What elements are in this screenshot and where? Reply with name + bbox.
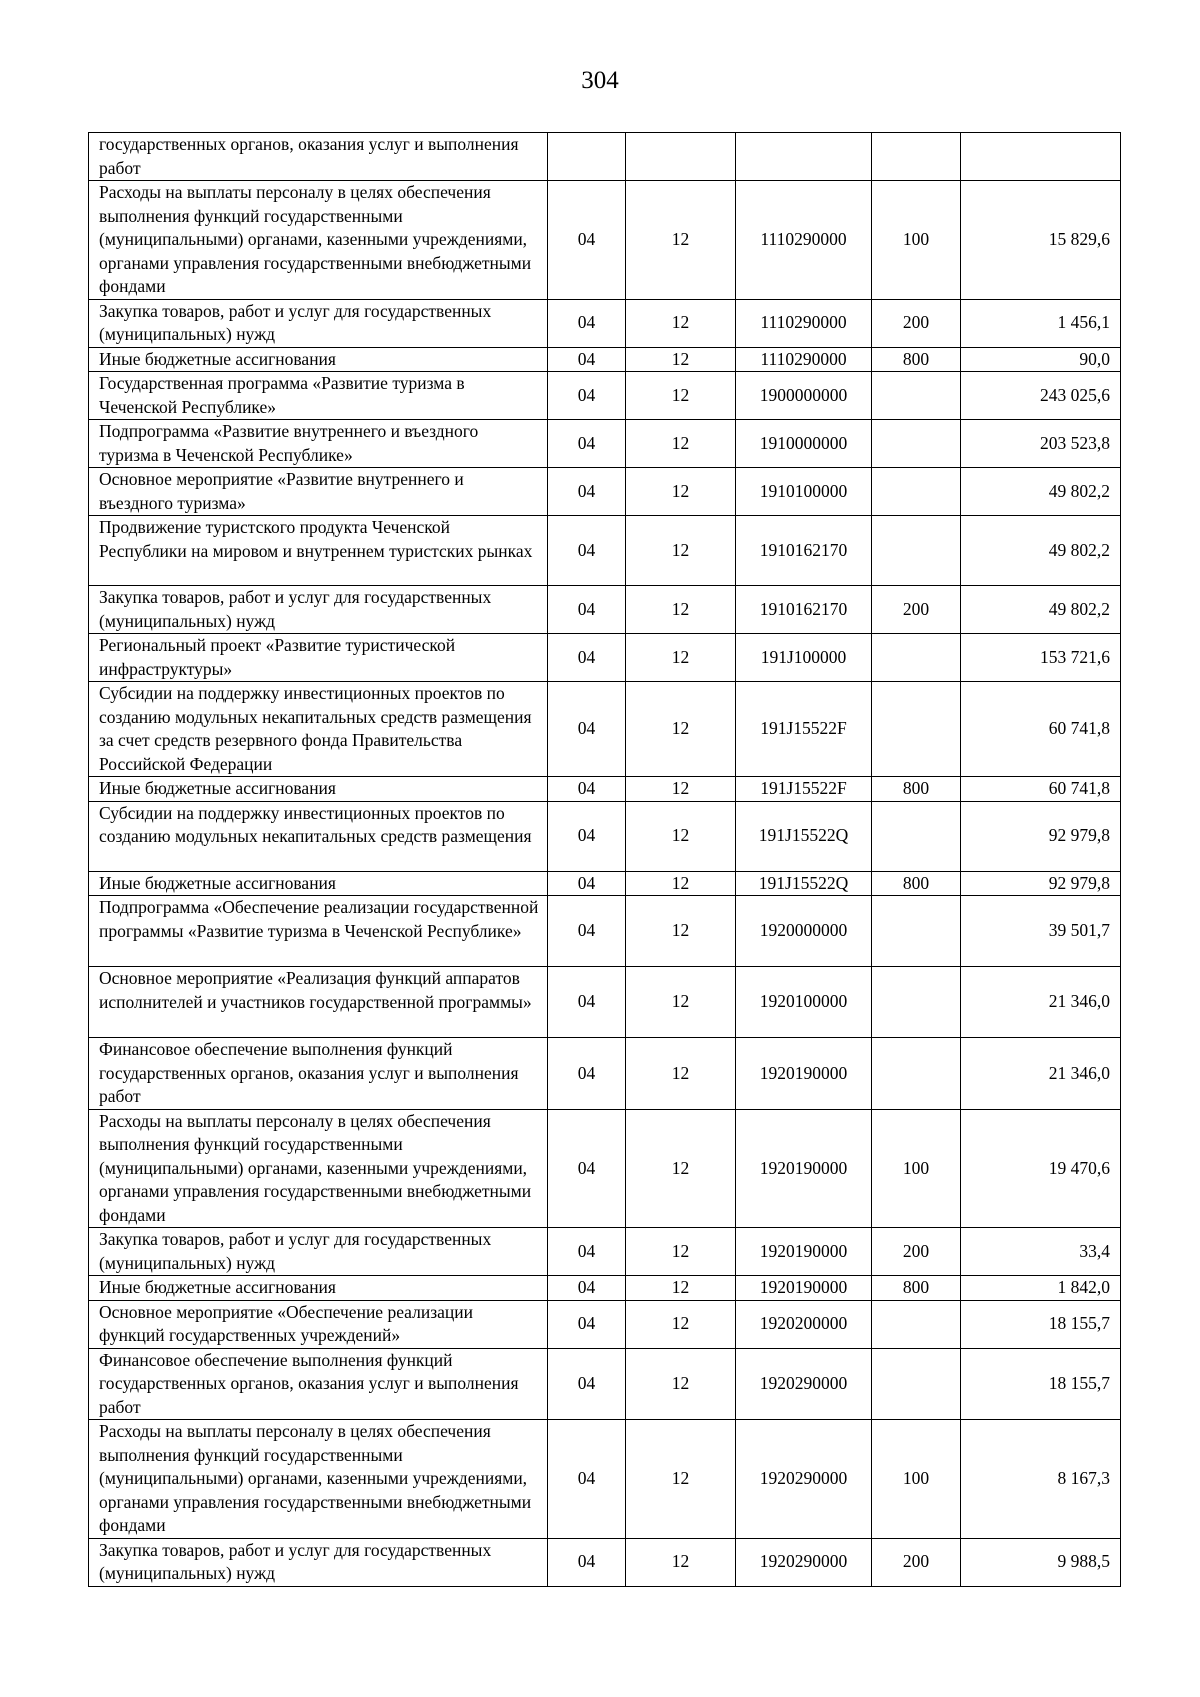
- cell-section: 04: [548, 420, 626, 468]
- table-row: [89, 181, 1121, 300]
- cell-name: Закупка товаров, работ и услуг для государственных (муниципальных) нужд: [89, 299, 548, 347]
- cell-subsection: 12: [626, 181, 736, 300]
- cell-name: Основное мероприятие «Обеспечение реализации функций государственных учреждений»: [89, 1300, 548, 1348]
- table-row: [89, 634, 1121, 682]
- cell-amount: 90,0: [961, 347, 1121, 372]
- table-row: [89, 777, 1121, 802]
- cell-expense-type: 800: [872, 777, 961, 802]
- table-row: [89, 1300, 1121, 1348]
- cell-name: Подпрограмма «Обеспечение реализации государственной программы «Развитие туризма в Чеченской Республике»: [89, 896, 548, 967]
- cell-expense-type: [872, 682, 961, 777]
- table-row: [89, 1109, 1121, 1228]
- cell-expense-type: 800: [872, 347, 961, 372]
- cell-expense-type: [872, 372, 961, 420]
- cell-expense-type: [872, 1300, 961, 1348]
- cell-name: Иные бюджетные ассигнования: [89, 1276, 548, 1301]
- cell-amount: [961, 133, 1121, 181]
- table-row: [89, 347, 1121, 372]
- table-row: [89, 1276, 1121, 1301]
- cell-expense-type: [872, 967, 961, 1038]
- cell-section: 04: [548, 372, 626, 420]
- cell-subsection: 12: [626, 634, 736, 682]
- cell-subsection: 12: [626, 801, 736, 871]
- cell-expense-type: [872, 468, 961, 516]
- cell-target-article: 1910162170: [736, 516, 872, 586]
- cell-amount: 18 155,7: [961, 1300, 1121, 1348]
- table-row: [89, 871, 1121, 896]
- cell-section: [548, 133, 626, 181]
- cell-expense-type: [872, 634, 961, 682]
- cell-target-article: 191J15522F: [736, 682, 872, 777]
- cell-section: 04: [548, 634, 626, 682]
- cell-target-article: 1920190000: [736, 1276, 872, 1301]
- cell-expense-type: 800: [872, 871, 961, 896]
- cell-target-article: 1920190000: [736, 1109, 872, 1228]
- cell-name: государственных органов, оказания услуг и выполнения работ: [89, 133, 548, 181]
- cell-name: Финансовое обеспечение выполнения функций государственных органов, оказания услуг и выполнения работ: [89, 1038, 548, 1110]
- table-row: [89, 896, 1121, 967]
- cell-subsection: 12: [626, 1300, 736, 1348]
- budget-table: [88, 132, 1121, 1587]
- cell-section: 04: [548, 801, 626, 871]
- cell-target-article: 1910162170: [736, 586, 872, 634]
- cell-amount: 49 802,2: [961, 516, 1121, 586]
- cell-amount: 49 802,2: [961, 468, 1121, 516]
- cell-expense-type: 200: [872, 1538, 961, 1586]
- cell-target-article: 1920290000: [736, 1420, 872, 1539]
- cell-subsection: 12: [626, 1038, 736, 1110]
- cell-expense-type: 800: [872, 1276, 961, 1301]
- cell-section: 04: [548, 347, 626, 372]
- cell-amount: 39 501,7: [961, 896, 1121, 967]
- cell-expense-type: [872, 516, 961, 586]
- cell-amount: 33,4: [961, 1228, 1121, 1276]
- cell-target-article: 1910100000: [736, 468, 872, 516]
- cell-name: Государственная программа «Развитие туризма в Чеченской Республике»: [89, 372, 548, 420]
- cell-section: 04: [548, 896, 626, 967]
- cell-subsection: 12: [626, 777, 736, 802]
- cell-target-article: 191J100000: [736, 634, 872, 682]
- cell-name: Иные бюджетные ассигнования: [89, 871, 548, 896]
- cell-expense-type: [872, 896, 961, 967]
- table-row: [89, 299, 1121, 347]
- cell-expense-type: [872, 801, 961, 871]
- cell-section: 04: [548, 468, 626, 516]
- cell-target-article: 191J15522F: [736, 777, 872, 802]
- cell-subsection: 12: [626, 1420, 736, 1539]
- cell-target-article: 1110290000: [736, 299, 872, 347]
- cell-target-article: 1920200000: [736, 1300, 872, 1348]
- budget-table-body: [89, 133, 1121, 1587]
- cell-name: Продвижение туристского продукта Чеченской Республики на мировом и внутреннем туристских рынках: [89, 516, 548, 586]
- cell-amount: 21 346,0: [961, 967, 1121, 1038]
- cell-section: 04: [548, 1038, 626, 1110]
- cell-expense-type: [872, 420, 961, 468]
- cell-subsection: 12: [626, 347, 736, 372]
- cell-section: 04: [548, 682, 626, 777]
- table-row: [89, 1538, 1121, 1586]
- cell-amount: 60 741,8: [961, 682, 1121, 777]
- cell-expense-type: [872, 1038, 961, 1110]
- cell-name: Основное мероприятие «Реализация функций аппаратов исполнителей и участников государственной программы»: [89, 967, 548, 1038]
- cell-subsection: 12: [626, 1276, 736, 1301]
- cell-section: 04: [548, 871, 626, 896]
- cell-amount: 18 155,7: [961, 1348, 1121, 1420]
- cell-name: Закупка товаров, работ и услуг для государственных (муниципальных) нужд: [89, 586, 548, 634]
- table-row: [89, 1420, 1121, 1539]
- cell-amount: 19 470,6: [961, 1109, 1121, 1228]
- cell-expense-type: 100: [872, 1420, 961, 1539]
- table-row: [89, 1038, 1121, 1110]
- cell-subsection: [626, 133, 736, 181]
- cell-target-article: 1920290000: [736, 1538, 872, 1586]
- cell-subsection: 12: [626, 372, 736, 420]
- cell-target-article: 1920000000: [736, 896, 872, 967]
- cell-expense-type: 200: [872, 299, 961, 347]
- cell-section: 04: [548, 516, 626, 586]
- cell-name: Финансовое обеспечение выполнения функций государственных органов, оказания услуг и выполнения работ: [89, 1348, 548, 1420]
- cell-name: Закупка товаров, работ и услуг для государственных (муниципальных) нужд: [89, 1538, 548, 1586]
- cell-target-article: 1900000000: [736, 372, 872, 420]
- table-row: [89, 468, 1121, 516]
- cell-name: Субсидии на поддержку инвестиционных проектов по созданию модульных некапитальных средств размещения за счет средств резервного фонда Правительства Российской Федерации: [89, 682, 548, 777]
- cell-expense-type: [872, 133, 961, 181]
- cell-name: Основное мероприятие «Развитие внутреннего и въездного туризма»: [89, 468, 548, 516]
- cell-target-article: 1110290000: [736, 347, 872, 372]
- cell-subsection: 12: [626, 1109, 736, 1228]
- cell-target-article: 191J15522Q: [736, 871, 872, 896]
- cell-section: 04: [548, 1228, 626, 1276]
- cell-name: Расходы на выплаты персоналу в целях обеспечения выполнения функций государственными (муниципальными) органами, казенными учреждениями, органами управления государственными внебюджетными фондами: [89, 1109, 548, 1228]
- cell-subsection: 12: [626, 1538, 736, 1586]
- cell-target-article: 1920290000: [736, 1348, 872, 1420]
- cell-amount: 92 979,8: [961, 871, 1121, 896]
- cell-amount: 60 741,8: [961, 777, 1121, 802]
- cell-section: 04: [548, 777, 626, 802]
- cell-amount: 92 979,8: [961, 801, 1121, 871]
- cell-subsection: 12: [626, 299, 736, 347]
- cell-subsection: 12: [626, 967, 736, 1038]
- cell-section: 04: [548, 299, 626, 347]
- cell-section: 04: [548, 967, 626, 1038]
- cell-subsection: 12: [626, 420, 736, 468]
- cell-target-article: 1920190000: [736, 1038, 872, 1110]
- table-row: [89, 586, 1121, 634]
- cell-amount: 153 721,6: [961, 634, 1121, 682]
- cell-expense-type: 200: [872, 586, 961, 634]
- cell-subsection: 12: [626, 1348, 736, 1420]
- cell-subsection: 12: [626, 871, 736, 896]
- cell-subsection: 12: [626, 516, 736, 586]
- cell-section: 04: [548, 1420, 626, 1539]
- cell-expense-type: 100: [872, 1109, 961, 1228]
- cell-amount: 21 346,0: [961, 1038, 1121, 1110]
- cell-section: 04: [548, 1348, 626, 1420]
- cell-subsection: 12: [626, 468, 736, 516]
- cell-name: Иные бюджетные ассигнования: [89, 347, 548, 372]
- cell-amount: 1 842,0: [961, 1276, 1121, 1301]
- cell-section: 04: [548, 1538, 626, 1586]
- cell-amount: 49 802,2: [961, 586, 1121, 634]
- cell-subsection: 12: [626, 1228, 736, 1276]
- cell-name: Подпрограмма «Развитие внутреннего и въездного туризма в Чеченской Республике»: [89, 420, 548, 468]
- cell-name: Иные бюджетные ассигнования: [89, 777, 548, 802]
- table-row: [89, 1348, 1121, 1420]
- table-row: [89, 1228, 1121, 1276]
- table-row: [89, 967, 1121, 1038]
- cell-expense-type: 200: [872, 1228, 961, 1276]
- cell-subsection: 12: [626, 682, 736, 777]
- cell-target-article: 1910000000: [736, 420, 872, 468]
- cell-amount: 1 456,1: [961, 299, 1121, 347]
- table-row: [89, 516, 1121, 586]
- cell-section: 04: [548, 586, 626, 634]
- cell-amount: 203 523,8: [961, 420, 1121, 468]
- table-row: [89, 801, 1121, 871]
- cell-target-article: 1110290000: [736, 181, 872, 300]
- cell-expense-type: [872, 1348, 961, 1420]
- cell-name: Расходы на выплаты персоналу в целях обеспечения выполнения функций государственными (муниципальными) органами, казенными учреждениями, органами управления государственными внебюджетными фондами: [89, 181, 548, 300]
- cell-amount: 15 829,6: [961, 181, 1121, 300]
- table-row: [89, 682, 1121, 777]
- table-row: [89, 420, 1121, 468]
- cell-target-article: 1920100000: [736, 967, 872, 1038]
- cell-subsection: 12: [626, 896, 736, 967]
- cell-expense-type: 100: [872, 181, 961, 300]
- cell-amount: 8 167,3: [961, 1420, 1121, 1539]
- table-row: [89, 372, 1121, 420]
- cell-amount: 243 025,6: [961, 372, 1121, 420]
- cell-name: Закупка товаров, работ и услуг для государственных (муниципальных) нужд: [89, 1228, 548, 1276]
- cell-section: 04: [548, 1109, 626, 1228]
- cell-section: 04: [548, 1276, 626, 1301]
- cell-name: Расходы на выплаты персоналу в целях обеспечения выполнения функций государственными (муниципальными) органами, казенными учреждениями, органами управления государственными внебюджетными фондами: [89, 1420, 548, 1539]
- cell-name: Субсидии на поддержку инвестиционных проектов по созданию модульных некапитальных средств размещения: [89, 801, 548, 871]
- cell-section: 04: [548, 1300, 626, 1348]
- cell-amount: 9 988,5: [961, 1538, 1121, 1586]
- page-number: 304: [581, 67, 619, 94]
- cell-target-article: 191J15522Q: [736, 801, 872, 871]
- cell-target-article: [736, 133, 872, 181]
- cell-name: Региональный проект «Развитие туристической инфраструктуры»: [89, 634, 548, 682]
- table-row: [89, 133, 1121, 181]
- cell-subsection: 12: [626, 586, 736, 634]
- cell-section: 04: [548, 181, 626, 300]
- cell-target-article: 1920190000: [736, 1228, 872, 1276]
